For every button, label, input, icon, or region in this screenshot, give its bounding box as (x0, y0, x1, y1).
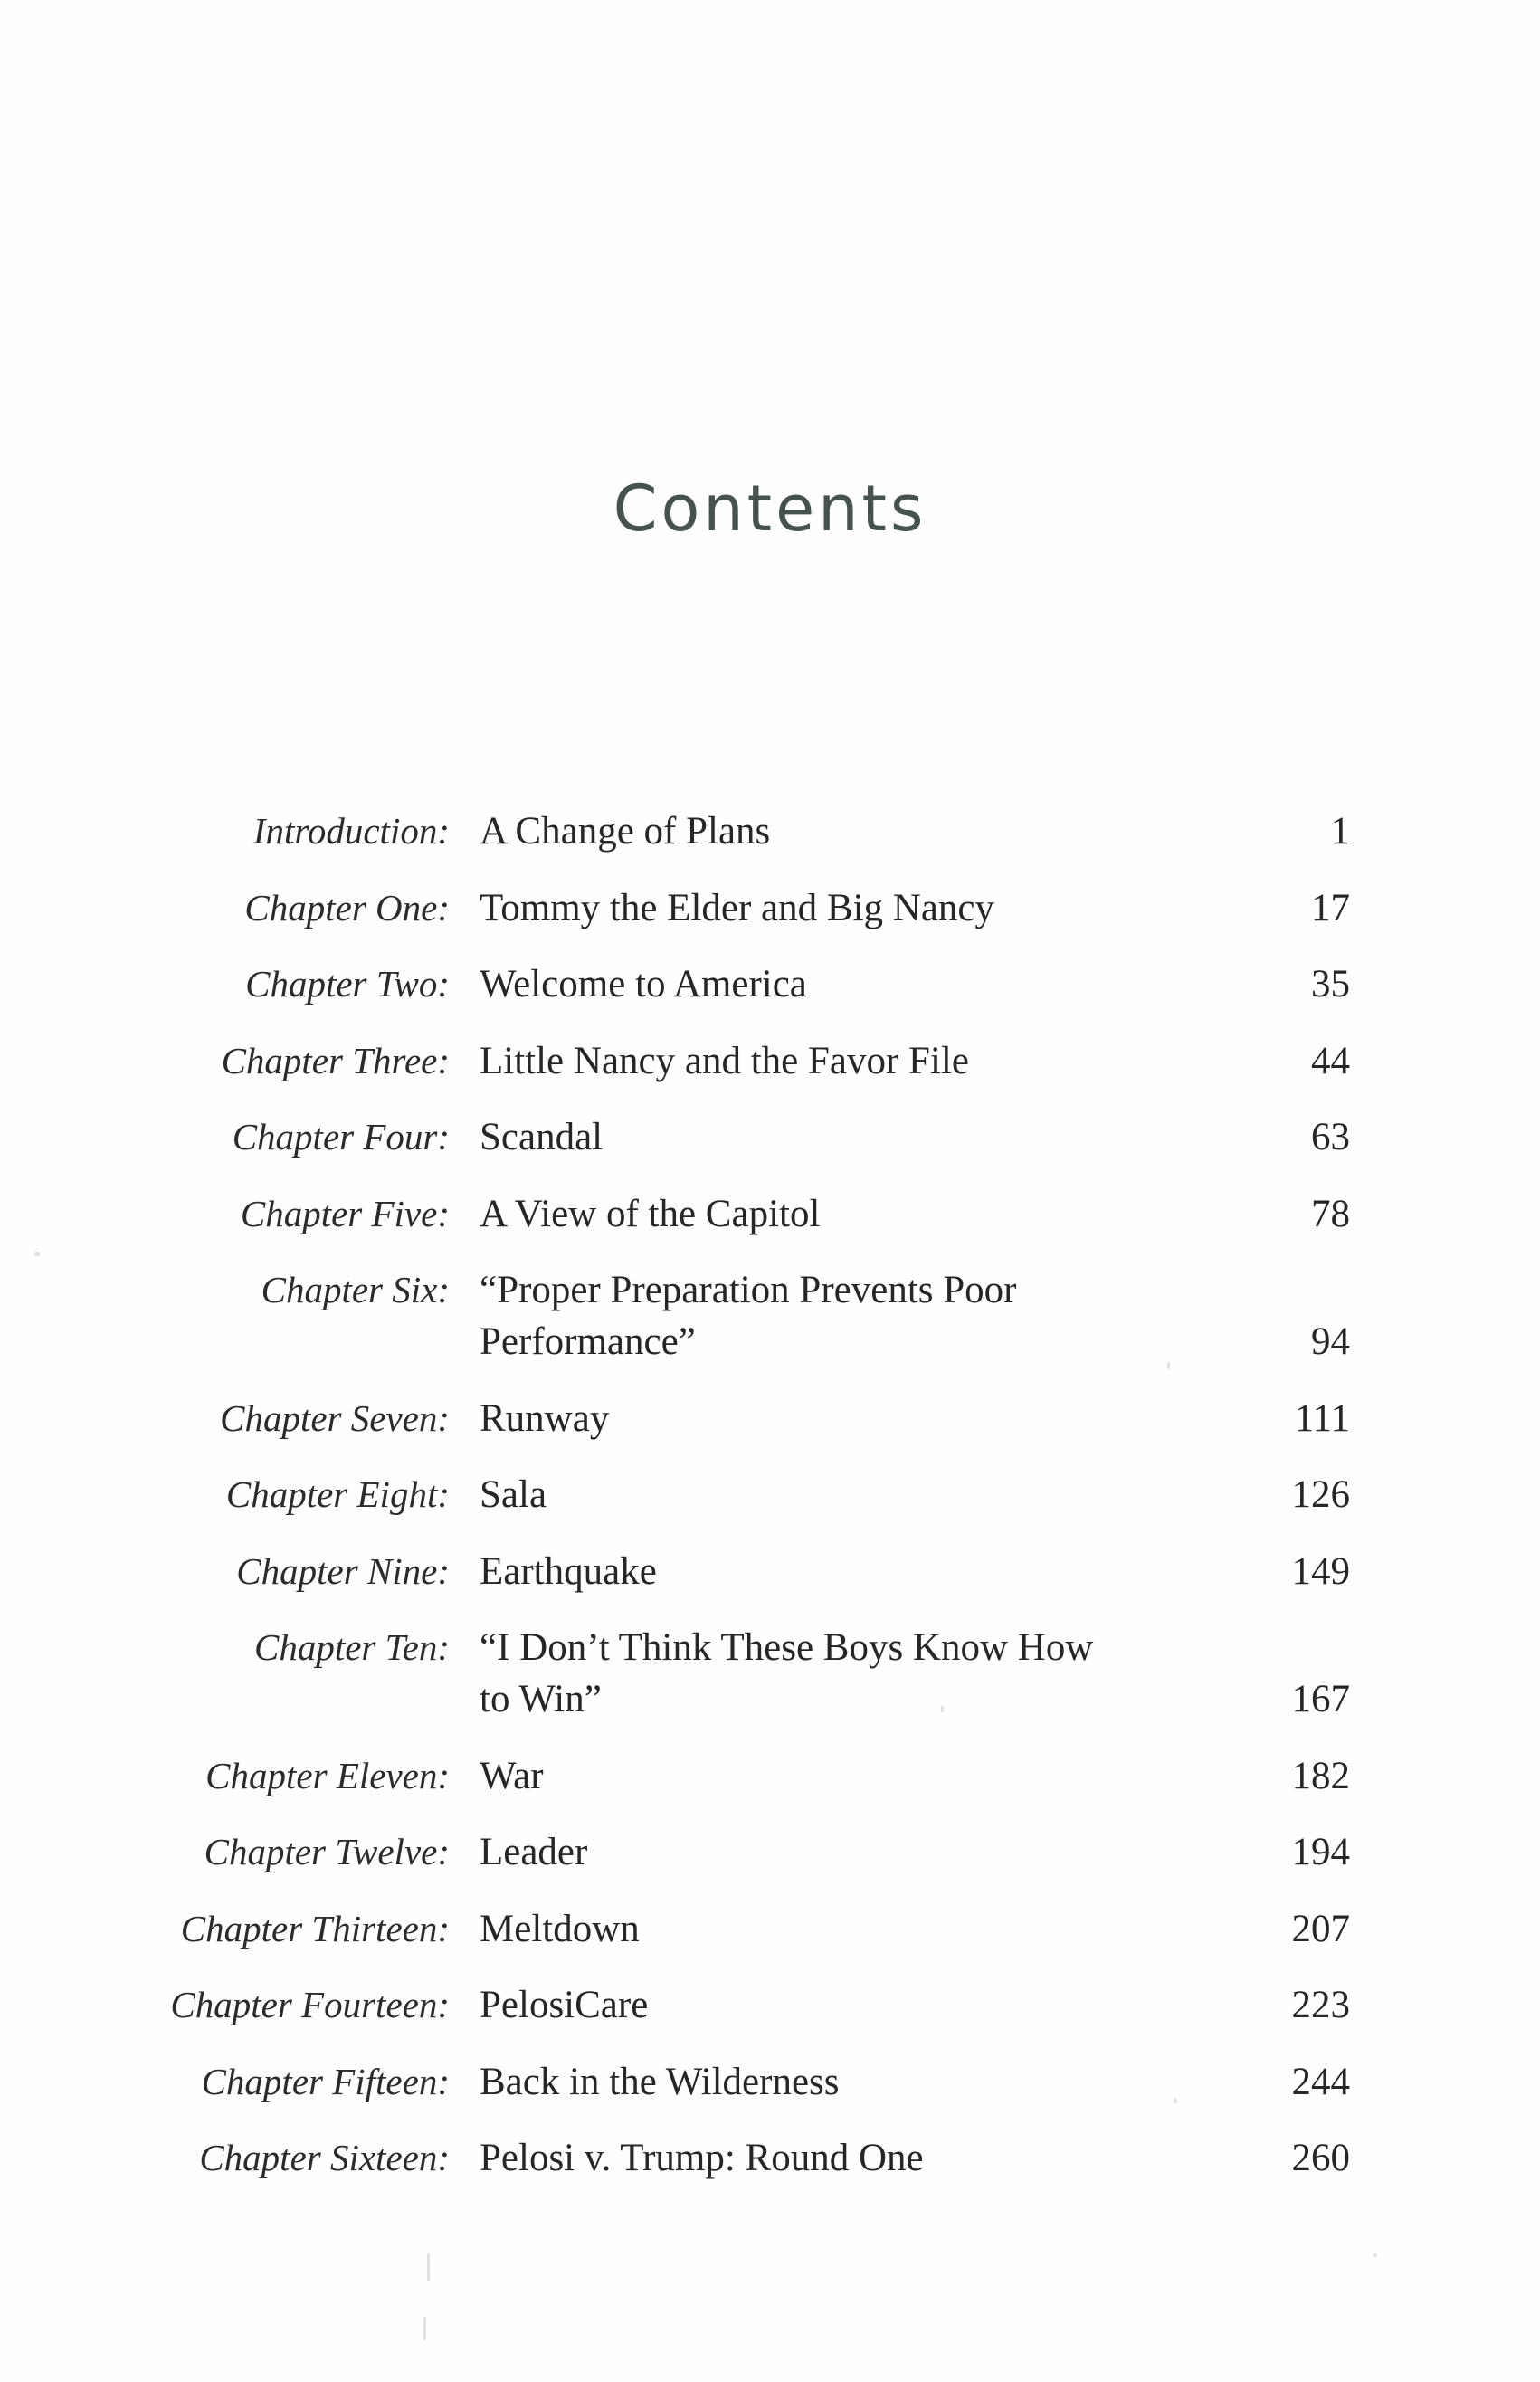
chapter-label: Chapter Ten: (253, 1626, 450, 1668)
chapter-title (480, 2056, 840, 2108)
chapter-title (480, 1393, 609, 1444)
chapter-label: Chapter Two: (245, 963, 450, 1005)
chapter-title-line: Scandal (480, 1116, 604, 1158)
page-number: 1 (1330, 810, 1350, 853)
chapter-label: Chapter Three: (221, 1039, 450, 1081)
chapter-title-line: Little Nancy and the Favor File (480, 1039, 969, 1082)
scan-speck (427, 2253, 430, 2281)
scan-speck (941, 1706, 944, 1712)
page-number: 63 (1311, 1116, 1350, 1158)
chapter-title-line: Performance” (480, 1320, 696, 1363)
page-number: 194 (1291, 1831, 1350, 1873)
chapter-title (480, 805, 770, 857)
toc-entry (0, 882, 1540, 934)
chapter-label: Chapter Sixteen: (199, 2137, 450, 2178)
toc-entry (0, 1979, 1540, 2031)
toc-entry (0, 805, 1540, 857)
page-number: 126 (1291, 1473, 1350, 1516)
toc-entry (0, 1393, 1540, 1444)
chapter-title (480, 1826, 587, 1878)
toc-entry (0, 1111, 1540, 1163)
chapter-label: Chapter Five: (240, 1192, 450, 1234)
chapter-label: Chapter Four: (232, 1116, 450, 1158)
toc-entry (0, 1750, 1540, 1802)
page-number: 149 (1291, 1549, 1350, 1593)
page-number: 167 (1291, 1678, 1350, 1720)
chapter-title (480, 1111, 603, 1163)
page-number: 260 (1291, 2137, 1350, 2179)
chapter-title-line: Earthquake (480, 1549, 657, 1593)
chapter-label: Chapter Eleven: (205, 1754, 450, 1796)
chapter-title (480, 958, 807, 1010)
page-number: 17 (1311, 886, 1350, 929)
chapter-label: Chapter Fourteen: (170, 1984, 450, 2025)
scan-speck (423, 2317, 426, 2340)
chapter-label: Chapter Nine: (236, 1549, 450, 1592)
chapter-title-line: Welcome to America (480, 963, 807, 1005)
chapter-label: Chapter Fifteen: (201, 2060, 450, 2102)
scan-speck (1167, 1362, 1170, 1369)
chapter-title (480, 1903, 640, 1955)
chapter-title (480, 2132, 924, 2184)
chapter-title (480, 1750, 544, 1802)
chapter-label: Chapter Twelve: (204, 1831, 450, 1872)
chapter-title-line: Sala (480, 1473, 547, 1516)
page-number: 35 (1311, 963, 1350, 1005)
toc-entry (0, 1264, 1540, 1363)
chapter-title-line: A View of the Capitol (480, 1192, 821, 1235)
chapter-title (480, 1188, 820, 1240)
chapter-label: Chapter One: (244, 886, 450, 929)
chapter-title-line: “Proper Preparation Prevents Poor (480, 1269, 1017, 1311)
chapter-title-line: Pelosi v. Trump: Round One (480, 2137, 924, 2179)
chapter-title-line: Tommy the Elder and Big Nancy (480, 886, 994, 929)
toc-entry (0, 1546, 1540, 1597)
page-number: 207 (1291, 1907, 1350, 1950)
page-number: 78 (1311, 1192, 1350, 1235)
toc-entry (0, 1469, 1540, 1520)
page-number: 182 (1291, 1754, 1350, 1797)
toc-entry (0, 1035, 1540, 1087)
page-number: 94 (1311, 1320, 1350, 1363)
chapter-title (480, 1469, 547, 1520)
page-number: 44 (1311, 1039, 1350, 1082)
chapter-title-line: PelosiCare (480, 1984, 649, 2026)
scan-speck (34, 1252, 40, 1256)
toc-entry (0, 2056, 1540, 2108)
page-number: 244 (1291, 2060, 1350, 2103)
chapter-label: Chapter Eight: (225, 1473, 450, 1515)
chapter-label: Chapter Seven: (220, 1396, 450, 1439)
chapter-label: Chapter Six: (261, 1269, 450, 1310)
chapter-title-line: Leader (480, 1831, 588, 1873)
scan-speck (1373, 2253, 1377, 2257)
toc-entry (0, 1826, 1540, 1878)
chapter-title (480, 1979, 648, 2031)
toc-entry (0, 1903, 1540, 1955)
chapter-label: Introduction: (252, 810, 450, 852)
chapter-title-line: War (480, 1754, 544, 1797)
chapter-title (480, 1546, 657, 1597)
chapter-title-line: “I Don’t Think These Boys Know How (480, 1626, 1094, 1669)
chapter-title (480, 1035, 969, 1087)
toc-entry (0, 958, 1540, 1010)
scan-speck (1174, 2098, 1177, 2103)
page-number: 223 (1291, 1984, 1350, 2026)
page-number: 111 (1294, 1396, 1350, 1440)
toc-entry (0, 1622, 1540, 1720)
chapter-title (480, 1622, 1093, 1725)
chapter-title-line: Meltdown (480, 1907, 640, 1950)
chapter-title (480, 1264, 1017, 1367)
page-title: Contents (613, 472, 927, 546)
toc-entry (0, 1188, 1540, 1240)
chapter-title-line: to Win” (480, 1678, 602, 1720)
chapter-title (480, 882, 994, 934)
chapter-title-line: Runway (480, 1396, 610, 1440)
chapter-title-line: Back in the Wilderness (480, 2060, 840, 2103)
chapter-label: Chapter Thirteen: (180, 1907, 450, 1949)
toc-entry (0, 2132, 1540, 2184)
chapter-title-line: A Change of Plans (480, 810, 771, 853)
